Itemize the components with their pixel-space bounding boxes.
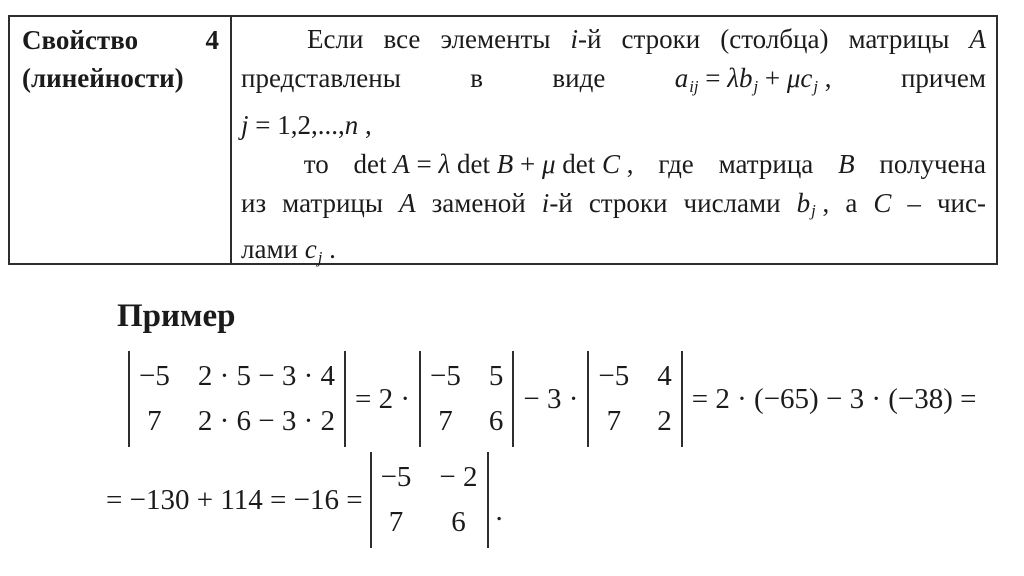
text-segment: матрицы	[282, 187, 384, 218]
text-segment: .	[322, 234, 336, 265]
text-chunk	[838, 145, 855, 184]
text-line	[241, 20, 986, 59]
text-segment: a	[674, 63, 689, 93]
text-segment: (линейности)	[22, 63, 184, 93]
text-chunk	[849, 20, 950, 59]
text-chunk	[552, 59, 605, 106]
formula-line-1	[128, 345, 977, 453]
det-cell: 7	[147, 405, 162, 437]
text-chunk	[304, 145, 329, 184]
paragraph-indent	[241, 145, 279, 184]
text-chunk	[719, 145, 814, 184]
text-segment: A	[399, 187, 416, 218]
text-segment: A	[393, 148, 410, 179]
text-segment: элементы	[440, 24, 551, 54]
text-segment: b	[738, 63, 753, 93]
text-segment: μ	[786, 63, 801, 93]
text-chunk	[384, 20, 421, 59]
det-cell: 2 · 6 − 3 · 2	[197, 405, 336, 437]
text-segment: c	[800, 63, 813, 93]
text-segment: λ	[727, 63, 739, 93]
text-segment: ,	[358, 109, 372, 140]
text-chunk	[571, 20, 602, 59]
text-chunk	[675, 59, 832, 106]
formula-text: .	[495, 495, 503, 527]
determinant	[128, 351, 346, 447]
text-chunk	[22, 21, 138, 59]
text-chunk	[432, 184, 526, 231]
text-chunk	[440, 20, 550, 59]
text-segment: чис-	[936, 187, 986, 218]
text-chunk	[22, 59, 184, 97]
text-segment: b	[796, 187, 811, 218]
text-segment: лами	[241, 234, 305, 265]
text-segment: +	[513, 148, 542, 179]
text-segment: виде	[552, 63, 606, 93]
text-segment: Свойство	[22, 25, 139, 55]
text-segment: j	[317, 248, 323, 268]
text-segment: n	[344, 109, 359, 140]
text-segment: i	[541, 187, 550, 218]
formula-text: = 2 ·	[355, 382, 411, 415]
text-segment: матрица	[718, 148, 814, 179]
text-segment: Если	[307, 24, 364, 54]
text-segment: i	[570, 24, 579, 54]
text-segment: det	[555, 148, 603, 179]
det-cell: 2 · 5 − 3 · 4	[197, 360, 336, 392]
text-chunk	[241, 184, 266, 231]
text-chunk	[241, 230, 336, 277]
text-segment: то	[303, 148, 329, 179]
text-segment: C	[602, 148, 621, 179]
text-segment: B	[496, 148, 514, 179]
text-segment: =	[698, 63, 728, 93]
text-segment: матрицы	[848, 24, 950, 54]
text-segment: ,	[818, 63, 832, 93]
text-segment: = 1,2,...,	[248, 109, 345, 140]
formula-text: = −130 + 114 = −16 =	[106, 483, 363, 516]
det-cell: 7	[438, 405, 453, 437]
text-line	[241, 106, 986, 145]
paragraph-indent	[241, 20, 287, 59]
text-chunk	[307, 20, 363, 59]
text-chunk	[241, 106, 372, 145]
text-chunk	[684, 184, 781, 231]
det-cell: 4	[657, 360, 672, 392]
text-segment: -й	[549, 187, 573, 218]
det-cell: 7	[606, 405, 622, 437]
text-segment: A	[969, 24, 986, 54]
text-chunk	[797, 184, 830, 231]
det-cell: 7	[388, 506, 404, 538]
text-chunk	[845, 184, 857, 231]
text-segment: λ	[438, 148, 451, 179]
text-chunk	[241, 59, 401, 106]
text-segment: строки	[621, 24, 701, 54]
text-chunk	[399, 184, 416, 231]
text-chunk	[907, 184, 921, 231]
text-segment: μ	[541, 148, 556, 179]
text-chunk	[937, 184, 986, 231]
example-heading: Пример	[117, 298, 236, 334]
text-segment: -й	[578, 24, 602, 54]
text-chunk	[282, 184, 383, 231]
text-chunk	[969, 20, 986, 59]
text-segment: det	[450, 148, 497, 179]
det-cell: 6	[488, 405, 504, 437]
text-chunk	[873, 184, 891, 231]
text-segment: все	[383, 24, 421, 54]
det-cell: 5	[488, 360, 504, 392]
det-cell: 2	[657, 405, 672, 437]
text-chunk	[589, 184, 668, 231]
text-segment: а	[845, 187, 858, 218]
det-cell: −5	[380, 461, 412, 493]
text-segment: C	[873, 187, 892, 218]
formula-line-2	[106, 446, 503, 554]
text-segment: ,	[815, 187, 830, 218]
text-line	[241, 145, 986, 184]
determinant	[587, 351, 682, 447]
text-segment: +	[758, 63, 787, 93]
text-segment: числами	[683, 187, 781, 218]
determinant	[370, 452, 489, 548]
text-line	[241, 230, 986, 277]
text-segment: (столбца)	[720, 24, 829, 54]
text-chunk	[622, 20, 701, 59]
text-line	[22, 59, 219, 97]
text-segment: j	[753, 76, 759, 96]
text-chunk	[879, 145, 986, 184]
text-segment: =	[409, 148, 439, 179]
text-segment: ij	[689, 76, 699, 96]
text-segment: в	[470, 63, 483, 93]
text-line	[241, 184, 986, 231]
text-segment: строки	[588, 187, 668, 218]
text-segment: где	[658, 148, 694, 179]
det-cell: −5	[430, 360, 461, 392]
text-chunk	[720, 20, 828, 59]
text-segment: из	[241, 187, 267, 218]
text-segment: заменой	[431, 187, 526, 218]
property-title-cell	[10, 17, 232, 263]
text-chunk	[901, 59, 986, 106]
property-table	[8, 15, 998, 268]
text-segment: j	[811, 201, 816, 221]
text-segment: 4	[205, 25, 219, 55]
formula-text: = 2 · (−65) − 3 · (−38) =	[691, 382, 977, 415]
text-segment: j	[813, 76, 819, 96]
det-cell: −5	[139, 360, 170, 392]
text-segment: причем	[900, 63, 986, 93]
text-segment: det	[353, 148, 394, 179]
formula-text: − 3 ·	[523, 382, 579, 415]
text-line	[22, 21, 219, 59]
text-segment: B	[838, 148, 855, 179]
text-chunk	[206, 21, 220, 59]
text-segment: –	[907, 187, 921, 218]
det-cell: 6	[451, 506, 466, 538]
text-chunk	[658, 145, 693, 184]
text-segment: ,	[620, 148, 634, 179]
property-body-cell	[232, 17, 996, 268]
determinant	[419, 351, 514, 447]
text-segment: получена	[879, 148, 986, 179]
det-cell: − 2	[439, 461, 478, 493]
text-line	[241, 59, 986, 106]
text-segment: представлены	[241, 63, 401, 93]
text-chunk	[542, 184, 573, 231]
text-chunk	[354, 145, 634, 184]
text-segment: c	[304, 234, 317, 265]
det-cell: −5	[598, 360, 630, 392]
text-chunk	[470, 59, 483, 106]
text-segment: j	[241, 109, 249, 140]
